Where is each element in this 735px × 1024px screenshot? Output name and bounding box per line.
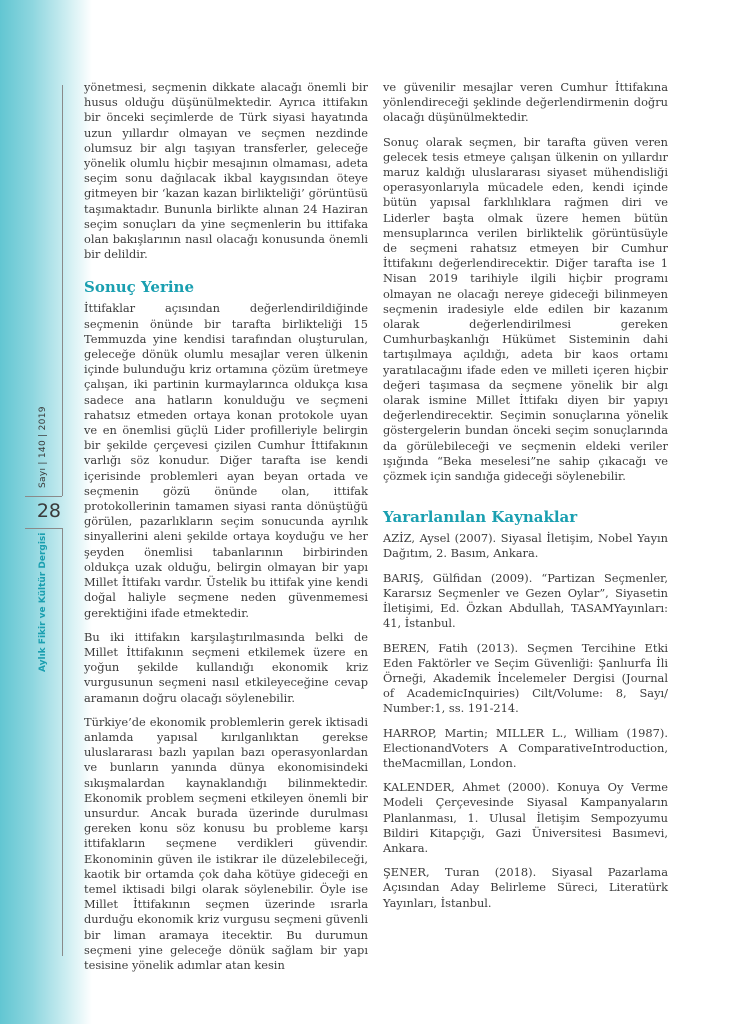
page-number-rule-top <box>25 496 62 497</box>
section-heading: Sonuç Yerine <box>84 278 195 297</box>
sidebar-divider-line-top <box>62 85 63 496</box>
body-paragraph: Sonuç olarak seçmen, bir tarafta güven veren gelecek tesis etmeye çalışan ülkenin on yıllardır maruz kaldığı uluslararası siyaset mühendisliği operasyonlarıyla mücadele eden, kendi içinde bütün yapısal farklılıklara rağmen diri ve Liderler başta olmak üzere hemen bütün mensuplarınca verilen birliktelik görüntüsüyle de seçmeni rahatsız etmeyen bir Cumhur İttifakını değerlendirecektir. Diğer tarafta ise 1 Nisan 2019 tarihiyle ilgili hiçbir programı olmayan ne olacağı nereye gideceği bilinmeyen seçmenin iradesiyle elde edilen bir kazanım olarak değerlendirilmesi gereken Cumhurbaşkanlığı Hükümet Sisteminin dahi tartışılmaya açıldığı, adeta bir kaos ortamı yaratılacağını ifade eden ve milleti içeren hiçbir değeri taşımasa da seçmene yönelik bir algı olarak ismine Millet İttifakı diyen bir yapıyı değerlendirecektir. Seçimin sonuçlarına yönelik göstergelerin bundan önceki seçim sonuçlarında da görülebileceği ve seçmenin eldeki veriler ışığında “Beka meselesi”ne sahip çıkacağı ve çözmek için sandığa gideceği söylenebilir. <box>383 134 668 484</box>
reference-item: ŞENER, Turan (2018). Siyasal Pazarlama Açısından Aday Belirleme Süreci, Literatürk Yayınları, İstanbul. <box>383 865 668 910</box>
body-paragraph: yönetmesi, seçmenin dikkate alacağı önemli bir husus olduğu düşünülmektedir. Ayrıca ittifakın bir önceki seçimlerde de Türk siyasi hayatında uzun yıllardır olmayan ve seçmen nezdinde olumsuz bir algı taşıyan transferler, geleceğe yönelik olumlu hiçbir mesajının olmaması, adeta seçim sonu dağılacak ikbal kaygısından öteye gitmeyen bir ‘kazan kazan birlikteliği’ görüntüsü taşımaktadır. Bununla birlikte alınan 24 Haziran seçim sonuçları da yine seçmenlerin bu ittifaka olan bakışlarının nasıl olacağı konusunda önemli bir delildir. <box>84 80 368 262</box>
sidebar-divider-line-bottom <box>62 528 63 956</box>
journal-name: Aylık Fikir ve Kültür Dergisi <box>38 533 48 673</box>
reference-item: BEREN, Fatih (2013). Seçmen Tercihine Etki Eden Faktörler ve Seçim Güvenliği: Şanlıurfa İli Örneği, Akademik İncelemeler Dergisi (Journal of AcademicInquiries) Cilt/Volume: 8, Sayı/ Number:1, ss. 191-214. <box>383 640 668 716</box>
page-number: 28 <box>36 500 61 522</box>
references-heading: Yararlanılan Kaynaklar <box>383 508 578 527</box>
body-paragraph: İttifaklar açısından değerlendirildiğinde seçmenin önünde bir tarafta birlikteliği 15 Temmuzda yine kendisi tarafından oluşturulan, geleceğe dönük olumlu mesajlar veren ülkenin içinde bulunduğu kriz ortamına çözüm üretmeye çalışan, iki partinin kurmaylarınca oldukça kısa sadece ana hatların konulduğu ve seçmeni rahatsız etmeden ortaya konan protokole uyan ve en önemlisi güçlü Lider profilleriyle belirgin bir şekilde çerçevesi çizilen Cumhur İttifakının varlığı söz konudur. Diğer tarafta ise kendi içerisinde problemleri ayan beyan ortada ve seçmenin gözü önünde olan, ittifak protokollerinin tamamen siyasi ranta dönüştüğü görülen, pazarlıkların seçim sonucunda ayrılık sinyallerini aleni şekilde ortaya koyduğu ve her şeyden önemlisi tabanlarının birbirinden oldukça uzak olduğu, belirgin olmayan bir yapı Millet İttifakı vardır. Üstelik bu ittifak yine kendi doğal haliyle seçmene neden güvenmemesi gerektiğini ifade etmektedir. <box>84 301 368 620</box>
left-column <box>84 80 368 982</box>
body-paragraph: ve güvenilir mesajlar veren Cumhur İttifakına yönlendireceği şeklinde değerlendirmenin doğru olacağı düşünülmektedir. <box>383 80 668 125</box>
page-number-rule-bottom <box>25 528 62 529</box>
body-paragraph: Türkiye’de ekonomik problemlerin gerek iktisadi anlamda yapısal kırılganlıktan gerekse uluslararası bazlı yapılan bazı operasyonlardan ve bunların yanında dünya ekonomisindeki sıkışmalardan kaynaklandığı bilinmektedir. Ekonomik problem seçmeni etkileyen önemli bir unsurdur. Ancak burada üzerinde durulması gereken konu söz konusu bu probleme karşı ittifakların seçmene verdikleri güvendir. Ekonominin güven ile istikrar ile düzelebileceği, kaotik bir ortamda çok daha kötüye gideceği en temel iktisadi bilgi olarak söylenebilir. Öyle ise Millet İttifakının seçmen üzerinde ısrarla durduğu ekonomik kriz vurgusu seçmeni güvenli bir liman aramaya itecektir. Bu durumun seçmeni yine geleceğe dönük sağlam bir yapı tesisine yönelik adımlar atan kesin <box>84 714 368 972</box>
right-column <box>383 80 668 920</box>
reference-item: BARIŞ, Gülfidan (2009). “Partizan Seçmenler, Kararsız Seçmenler ve Gezen Oylar”, Siyasetin İletişimi, Ed. Özkan Abdullah, TASAMYayınları: 41, İstanbul. <box>383 570 668 631</box>
body-paragraph: Bu iki ittifakın karşılaştırılmasında belki de Millet İttifakının seçmeni etkilemek üzere en yoğun şekilde kullandığı ekonomik kriz vurgusunun seçmeni nasıl etkileyeceğine cevap aramanın doğru olacağı söylenebilir. <box>84 629 368 705</box>
reference-item: AZİZ, Aysel (2007). Siyasal İletişim, Nobel Yayın Dağıtım, 2. Basım, Ankara. <box>383 531 668 561</box>
issue-label: Sayı | 140 | 2019 <box>38 406 48 488</box>
reference-item: KALENDER, Ahmet (2000). Konuya Oy Verme Modeli Çerçevesinde Siyasal Kampanyaların Planlanması, 1. Ulusal İletişim Sempozyumu Bildiri Kitapçığı, Gazi Üniversitesi Basımevi, Ankara. <box>383 780 668 855</box>
reference-item: HARROP, Martin; MILLER L., William (1987). ElectionandVoters A ComparativeIntroduction, theMacmillan, London. <box>383 725 668 770</box>
